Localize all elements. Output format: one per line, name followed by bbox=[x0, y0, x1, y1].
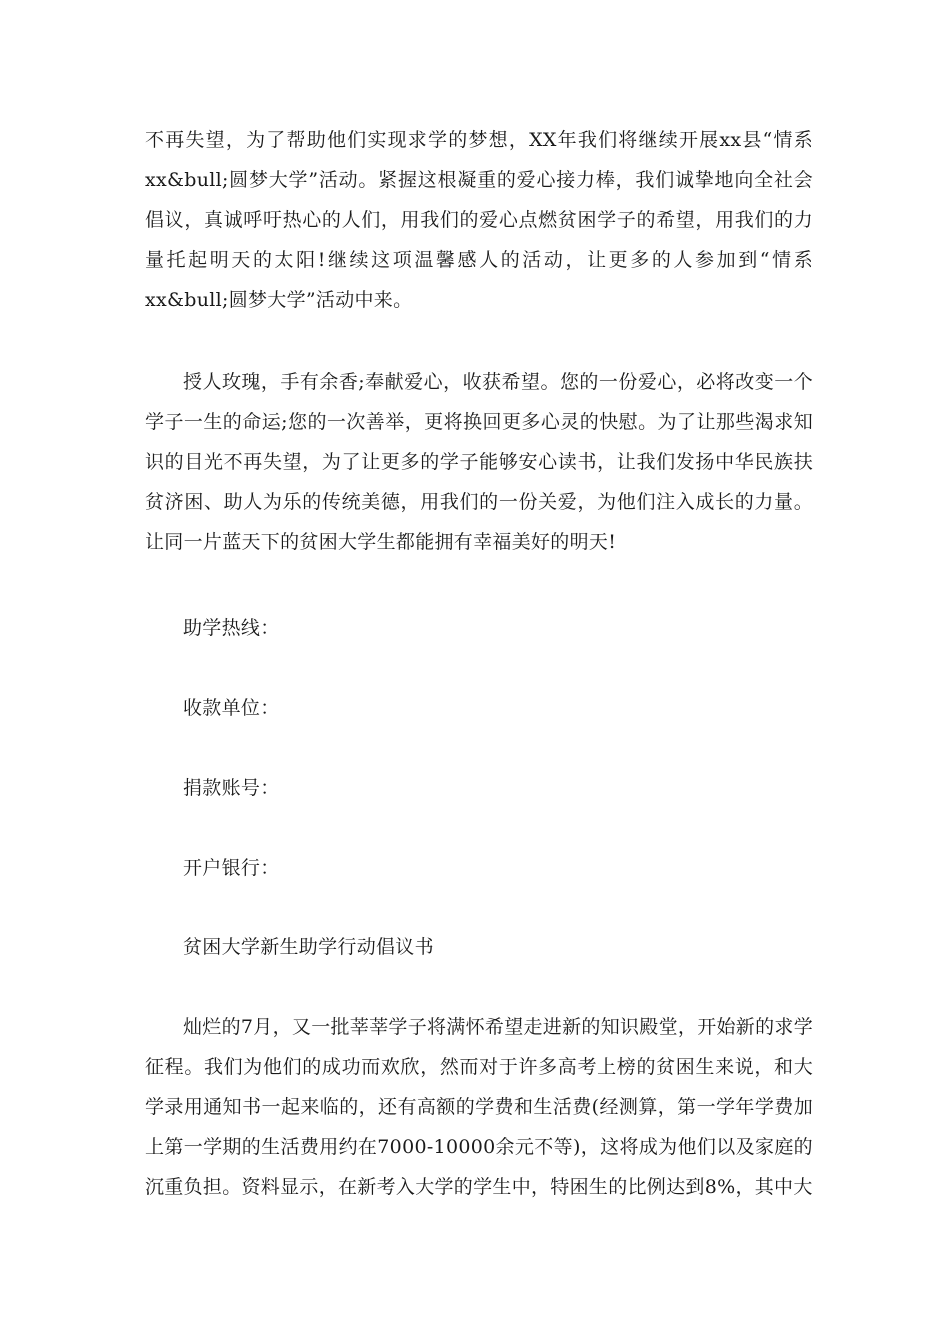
label-bank: 开户银行： bbox=[183, 857, 280, 879]
paragraph-appeal: 授人玫瑰，手有余香;奉献爱心，收获希望。您的一份爱心，必将改变一个学子一生的命运;您的一次善举，更将换回更多心灵的快慰。为了让那些渴求知识的目光不再失望，为了让更多的学子能够安心读书，让我们发扬中华民族扶贫济困、助人为乐的传统美德，用我们的一份关爱，为他们注入成长的力量。让同一片蓝天下的贫困大学生都能拥有幸福美好的明天! bbox=[145, 371, 813, 553]
label-hotline: 助学热线： bbox=[183, 617, 280, 639]
paragraph-introduction: 灿烂的7月，又一批莘莘学子将满怀希望走进新的知识殿堂，开始新的求学征程。我们为他们的成功而欢欣，然而对于许多高考上榜的贫困生来说，和大学录用通知书一起来临的，还有高额的学费和生活费(经测算，第一学年学费加上第一学期的生活费用约在7000-10000余元不等)，这将成为他们以及家庭的沉重负担。资料显示，在新考入大学的学生中，特困生的比例达到8%，其中大 bbox=[145, 1016, 813, 1198]
section-title: 贫困大学新生助学行动倡议书 bbox=[183, 936, 434, 958]
label-account-number: 捐款账号： bbox=[183, 777, 280, 799]
label-payee: 收款单位： bbox=[183, 697, 280, 719]
paragraph-campaign-continuation: 不再失望，为了帮助他们实现求学的梦想，XX年我们将继续开展xx县“情系xx&bull;圆梦大学”活动。紧握这根凝重的爱心接力棒，我们诚挚地向全社会倡议，真诚呼吁热心的人们，用我们的爱心点燃贫困学子的希望，用我们的力量托起明天的太阳!继续这项温馨感人的活动，让更多的人参加到“情系xx&bull;圆梦大学”活动中来。 bbox=[145, 129, 813, 311]
